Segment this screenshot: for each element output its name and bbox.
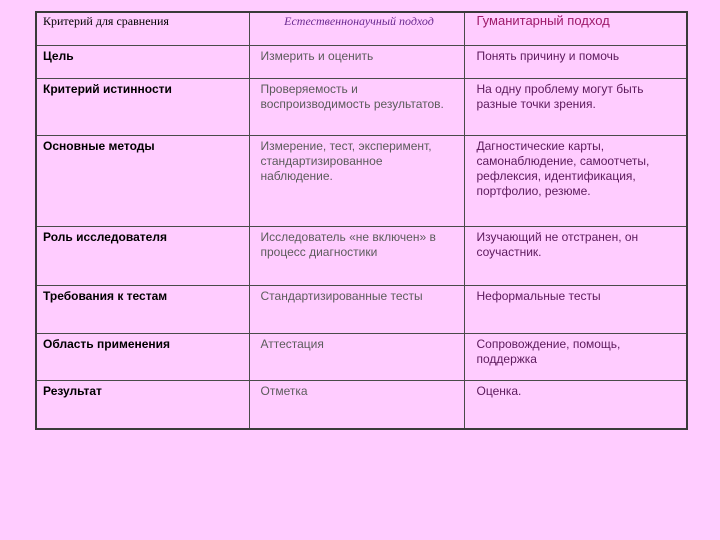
science-cell: Отметка (260, 383, 308, 398)
science-cell: Исследователь «не включен» в процесс диагностики (260, 229, 436, 259)
header-science-cell (249, 12, 464, 45)
table-row (36, 333, 687, 380)
science-cell: Стандартизированные тесты (260, 288, 423, 303)
header-human: Гуманитарный подход (476, 13, 610, 28)
science-cell: Измерение, тест, эксперимент, стандартизированное наблюдение. (260, 138, 432, 183)
table-row (36, 285, 687, 333)
human-cell: Дагностические карты, самонаблюдение, самоотчеты, рефлексия, идентификация, портфолио, резюме. (476, 138, 650, 198)
header-human-cell (464, 12, 687, 45)
header-criteria-cell (36, 12, 249, 45)
science-cell: Измерить и оценить (260, 48, 374, 63)
human-cell: На одну проблему могут быть разные точки зрения. (476, 81, 644, 111)
human-cell: Изучающий не отстранен, он соучастник. (476, 229, 639, 259)
comparison-table (35, 11, 688, 430)
table-header-row (36, 12, 687, 45)
row-label: Критерий истинности (43, 81, 172, 96)
human-cell: Понять причину и помочь (476, 48, 620, 63)
table-row (36, 380, 687, 429)
human-cell: Оценка. (476, 383, 522, 398)
row-label: Роль исследователя (43, 229, 167, 244)
row-label: Область применения (43, 336, 171, 351)
science-cell: Аттестация (260, 336, 324, 351)
header-science: Естественнонаучный подход (284, 14, 434, 28)
row-label: Цель (43, 48, 74, 63)
table-row (36, 78, 687, 135)
table-row (36, 135, 687, 226)
row-label: Результат (43, 383, 102, 398)
row-label: Требования к тестам (43, 288, 168, 303)
science-cell: Проверяемость и воспроизводимость результатов. (260, 81, 444, 111)
row-label: Основные методы (43, 138, 155, 153)
table-row (36, 226, 687, 285)
human-cell: Сопровождение, помощь, поддержка (476, 336, 621, 366)
table-row (36, 45, 687, 78)
header-criteria: Критерий для сравнения (43, 14, 169, 28)
human-cell: Неформальные тесты (476, 288, 601, 303)
